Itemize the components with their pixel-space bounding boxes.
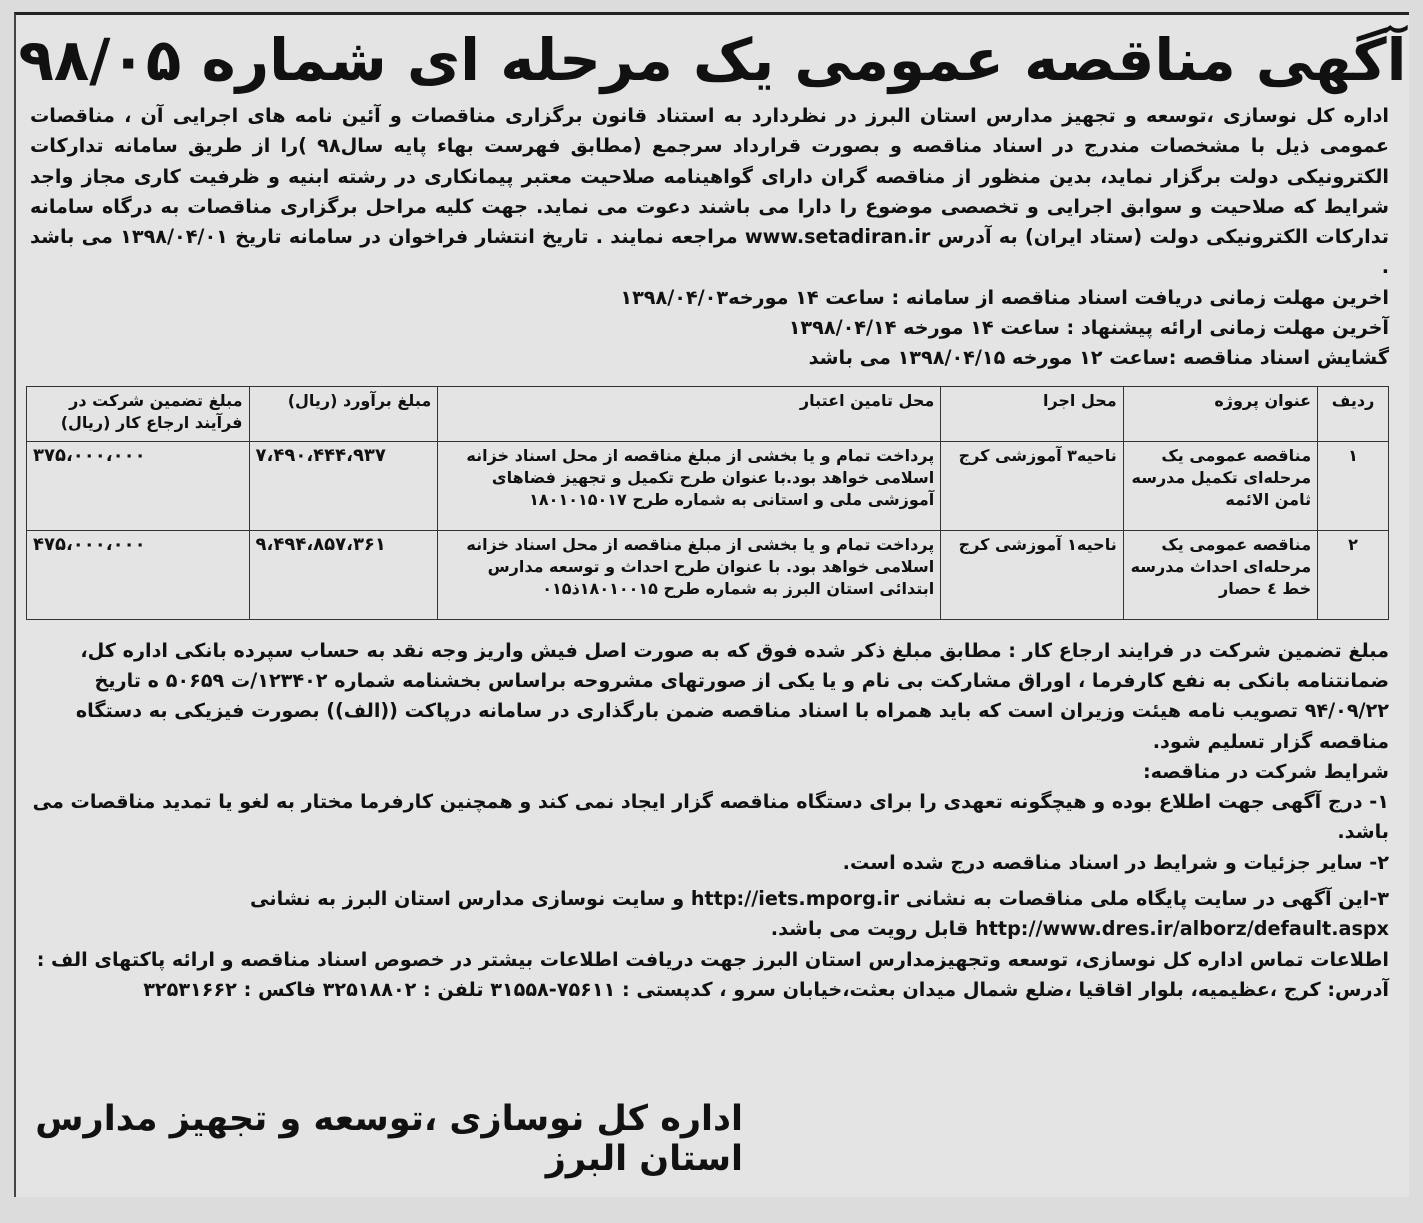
- row-location: ناحیه۳ آموزشی کرج: [941, 441, 1123, 530]
- issuer-signature: اداره کل نوسازی ،توسعه و تجهیز مدارس استان البرز: [35, 1099, 743, 1179]
- deadline-lines: [16, 283, 1409, 374]
- tender-table: [26, 386, 1389, 620]
- condition-item: ۳-این آگهی در سایت پایگاه ملی مناقصات به نشانی http://iets.mporg.ir و سایت نوسازی مدارس استان البرز به نشانی http://www.dres.ir/alborz/default.aspx قابل رویت می باشد.: [250, 887, 1389, 941]
- row-guarantee: ۴۷۵،۰۰۰،۰۰۰: [27, 530, 250, 619]
- row-estimate: ۹،۴۹۴،۸۵۷،۳۶۱: [249, 530, 438, 619]
- row-title: مناقصه عمومی یک مرحله‌ای احداث مدرسه خط ٤ حصار: [1123, 530, 1317, 619]
- opening-date: گشایش اسناد مناقصه :ساعت ۱۲ مورخه ۱۳۹۸/۰۴/۱۵ می باشد: [808, 346, 1389, 370]
- row-no: ۲: [1318, 530, 1389, 619]
- contact-address: آدرس: کرج ،عظیمیه، بلوار اقاقیا ،ضلع شمال میدان بعثت،خیابان سرو ، کدپستی : ۷۵۶۱۱-۳۱۵۵۸ تلفن : ۳۲۵۱۸۸۰۲ فاکس : ۳۲۵۳۱۶۶۲: [143, 977, 1389, 1001]
- row-guarantee: ۳۷۵،۰۰۰،۰۰۰: [27, 441, 250, 530]
- guarantee-text: مبلغ تضمین شرکت در فرایند ارجاع کار : مطابق مبلغ ذکر شده فوق که به صورت اصل فیش واریز وجه نقد به حساب سپرده بانکی اداره کل، ضمانتنامه بانکی به نفع کارفرما ، اوراق مشارکت بی نام و یا یکی از صورتهای مشروحه براساس بخشنامه شماره ۱۲۳۴۰۲/ت ۵۰۶۵۹ ه تاریخ ۹۴/۰۹/۲۲ تصویب نامه هیئت وزیران است که باید همراه با اسناد مناقصه ضمن بارگذاری در سامانه درپاکت ((الف)) بصورت فیزیکی به دستگاه مناقصه گزار تسلیم شود.: [75, 638, 1389, 753]
- deadline-documents: اخرین مهلت زمانی دریافت اسناد مناقصه از سامانه : ساعت ۱۴ مورخه۱۳۹۸/۰۴/۰۳: [620, 285, 1389, 309]
- header-estimate: مبلغ برآورد (ریال): [249, 386, 438, 441]
- row-funding: پرداخت تمام و یا بخشی از مبلغ مناقصه از محل اسناد خزانه اسلامی خواهد بود.با عنوان طرح تکمیل و تجهیز فضاهای آموزشی ملی و استانی به شماره طرح ۱۸۰۱۰۱۵۰۱۷: [438, 441, 941, 530]
- row-funding: پرداخت تمام و یا بخشی از مبلغ مناقصه از محل اسناد خزانه اسلامی خواهد بود. با عنوان طرح احداث و توسعه مدارس ابتدائی استان البرز به شماره طرح ۱۸۰۱۰۰۱۵ذ۰۱۵: [438, 530, 941, 619]
- row-title: مناقصه عمومی یک مرحله‌ای تکمیل مدرسه ثامن الائمه: [1123, 441, 1317, 530]
- contact-intro: اطلاعات تماس اداره کل نوسازی، توسعه وتجهیزمدارس استان البرز جهت دریافت اطلاعات بیشتر در خصوص اسناد مناقصه و ارائه پاکتهای الف :: [36, 947, 1389, 971]
- header-guarantee: مبلغ تضمین شرکت در فرآیند ارجاع کار (ریال): [27, 386, 250, 441]
- table-row: [27, 530, 1389, 619]
- table-row: [27, 441, 1389, 530]
- condition-item: ۲- سایر جزئیات و شرایط در اسناد مناقصه درج شده است.: [842, 850, 1389, 874]
- conditions-section: [16, 636, 1409, 1006]
- row-estimate: ۷،۴۹۰،۴۴۴،۹۳۷: [249, 441, 438, 530]
- header-funding: محل تامین اعتبار: [438, 386, 941, 441]
- header-location: محل اجرا: [941, 386, 1123, 441]
- table-header-row: [27, 386, 1389, 441]
- header-no: ردیف: [1318, 386, 1389, 441]
- notice-title: آگهی مناقصه عمومی یک مرحله ای شماره ۹۸/۰۵: [18, 26, 1407, 94]
- header-title: عنوان پروژه: [1123, 386, 1317, 441]
- deadline-proposals: آخرین مهلت زمانی ارائه پیشنهاد : ساعت ۱۴ مورخه ۱۳۹۸/۰۴/۱۴: [788, 316, 1389, 340]
- row-no: ۱: [1318, 441, 1389, 530]
- row-location: ناحیه۱ آموزشی کرج: [941, 530, 1123, 619]
- condition-item: ۱- درج آگهی جهت اطلاع بوده و هیچگونه تعهدی را برای دستگاه مناقصه گزار ایجاد نمی کند و همچنین کارفرما مختار به لغو یا تمدید مناقصات می باشد.: [32, 790, 1389, 844]
- intro-paragraph: [16, 101, 1409, 283]
- conditions-title: شرایط شرکت در مناقصه:: [1142, 759, 1389, 783]
- tender-notice: [14, 12, 1409, 1197]
- intro-text: اداره کل نوسازی ،توسعه و تجهیز مدارس استان البرز در نظردارد به استناد قانون برگزاری مناقصات و آئین نامه های اجرایی آن ، مناقصات عمومی ذیل با مشخصات مندرج در اسناد مناقصه و بصورت قرارداد سرجمع (مطابق فهرست بهاء پایه سال۹۸ )را از طریق سامانه تدارکات الکترونیکی دولت برگزار نماید، بدین منظور از مناقصه گران دارای گواهینامه صلاحیت معتبر پیمانکاری در رشته ابنیه و ظرفیت کاری مجاز واجد شرایط که صلاحیت و سوابق اجرایی و تخصصی موضوع را دارا می باشند دعوت می نماید. جهت کلیه مراحل برگزاری مناقصات به درگاه سامانه تدارکات الکترونیکی دولت (ستاد ایران) به آدرس www.setadiran.ir مراجعه نمایند . تاریخ انتشار فراخوان در سامانه تاریخ ۱۳۹۸/۰۴/۰۱ می باشد .: [30, 104, 1389, 279]
